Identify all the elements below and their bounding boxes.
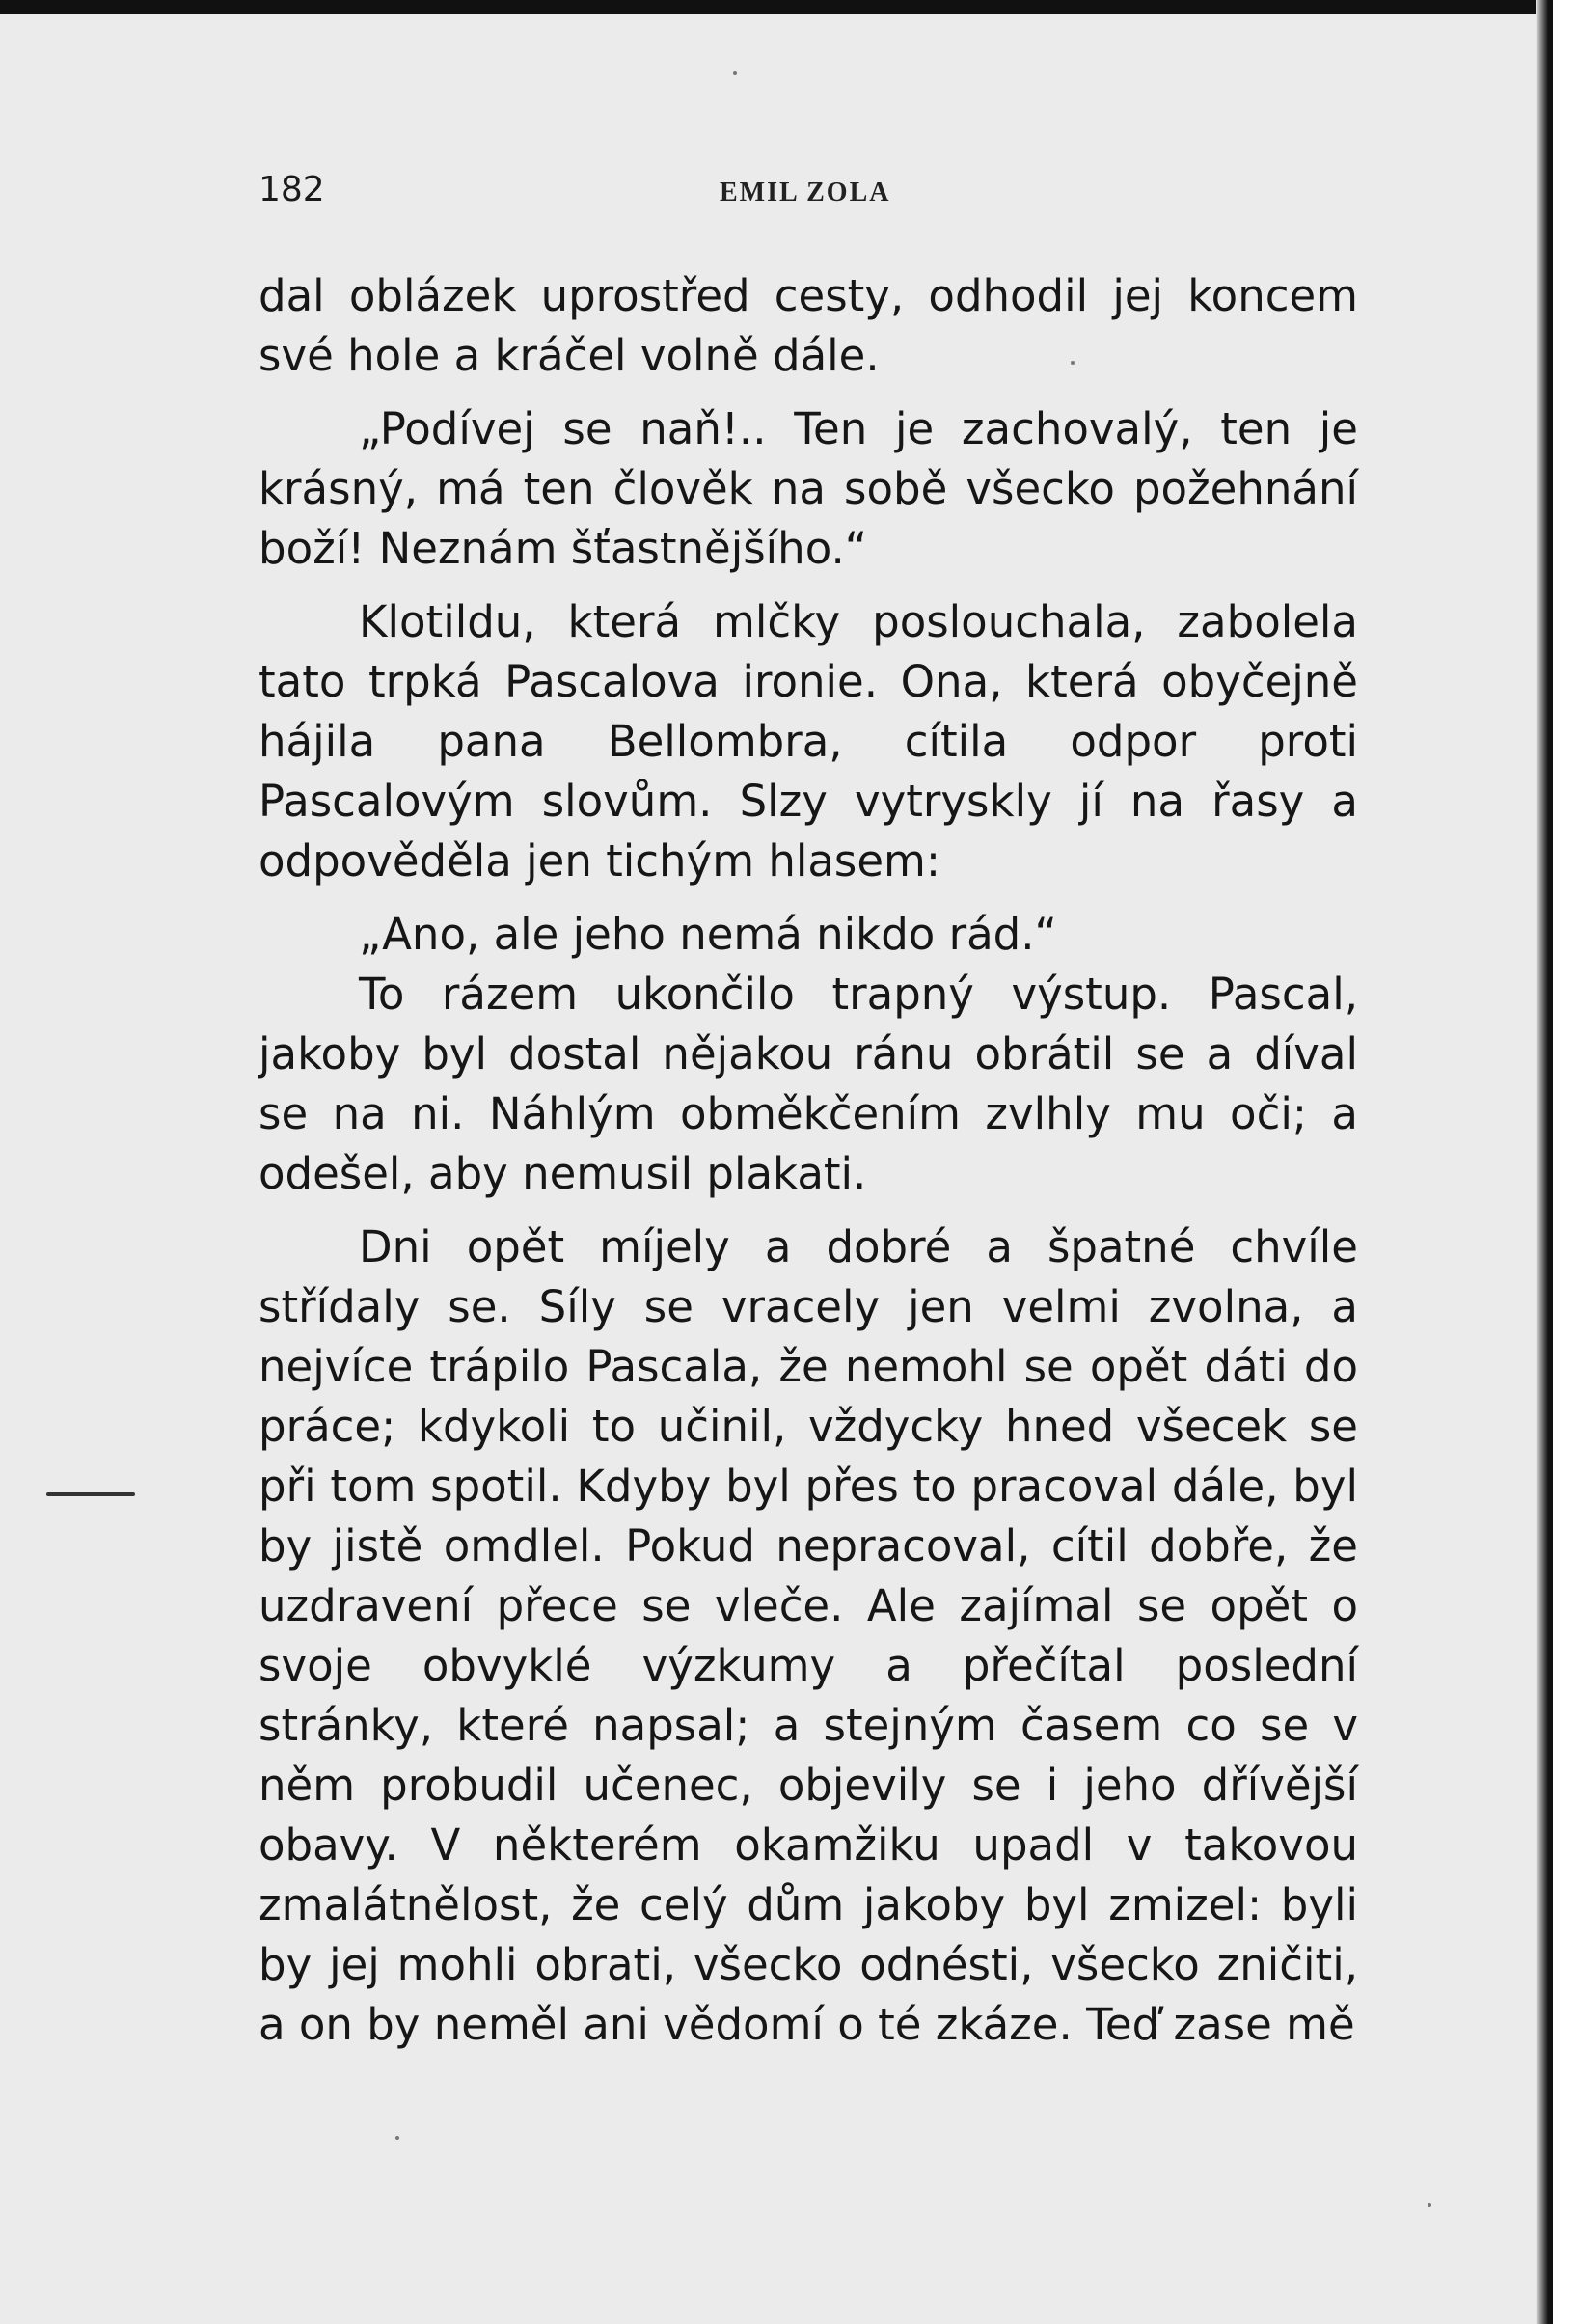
page-header <box>258 170 1358 216</box>
page-right-margin <box>1553 0 1578 2324</box>
page-number: 182 <box>258 170 325 209</box>
paragraph: Dni opět míjely a dobré a špatné chvíle střídaly se. Síly se vracely jen velmi zvolna, a nejvíce trápilo Pascala, že nemohl se opět dáti do práce; kdykoli to učinil, vždycky hned všecek se při tom spotil. Kdyby byl přes to pracoval dále, byl by jistě omdlel. Pokud nepracoval, cítil dobře, že uzdravení přece se vleče. Ale zajímal se opět o svoje obvyklé výzkumy a přečítal poslední stránky, které napsal; a stejným časem co se v něm probudil učenec, objevily se i jeho dřívější obavy. V některém okamžiku upadl v takovou zmalátnělost, že celý dům jakoby byl zmizel: byli by jej mohli obrati, všecko odnésti, všecko zničiti, a on by neměl ani vědomí o té zkáze. Teď zase mě <box>258 1221 1358 2050</box>
paragraph: Klotildu, která mlčky poslouchala, zabolela tato trpká Pascalova ironie. Ona, která obyčejně hájila pana Bellombra, cítila odpor proti Pascalovým slovům. Slzy vytryskly jí na řasy a odpověděla jen tichým hlasem: <box>258 596 1358 887</box>
paper-speck <box>1428 2203 1431 2207</box>
paragraph: dal oblázek uprostřed cesty, odhodil jej koncem své hole a kráčel volně dále. <box>258 270 1358 381</box>
body-text <box>258 266 1358 2055</box>
paper-speck <box>733 71 737 75</box>
paper-speck <box>395 2136 399 2140</box>
paragraph: „Ano, ale jeho nemá nikdo rád.“ <box>359 909 1057 960</box>
running-head: EMIL ZOLA <box>720 178 891 207</box>
paper-speck <box>1071 361 1075 365</box>
paragraph: „Podívej se naň!.. Ten je zachovalý, ten je krásný, má ten člověk na sobě všecko požehnání boží! Neznám šťastnějšího.“ <box>258 403 1358 574</box>
paragraph: To rázem ukončilo trapný výstup. Pascal, jakoby byl dostal nějakou ránu obrátil se a díval se na ni. Náhlým obměkčením zvlhly mu oči; a odešel, aby nemusil plakati. <box>258 969 1358 1199</box>
margin-pencil-mark <box>46 1492 135 1496</box>
